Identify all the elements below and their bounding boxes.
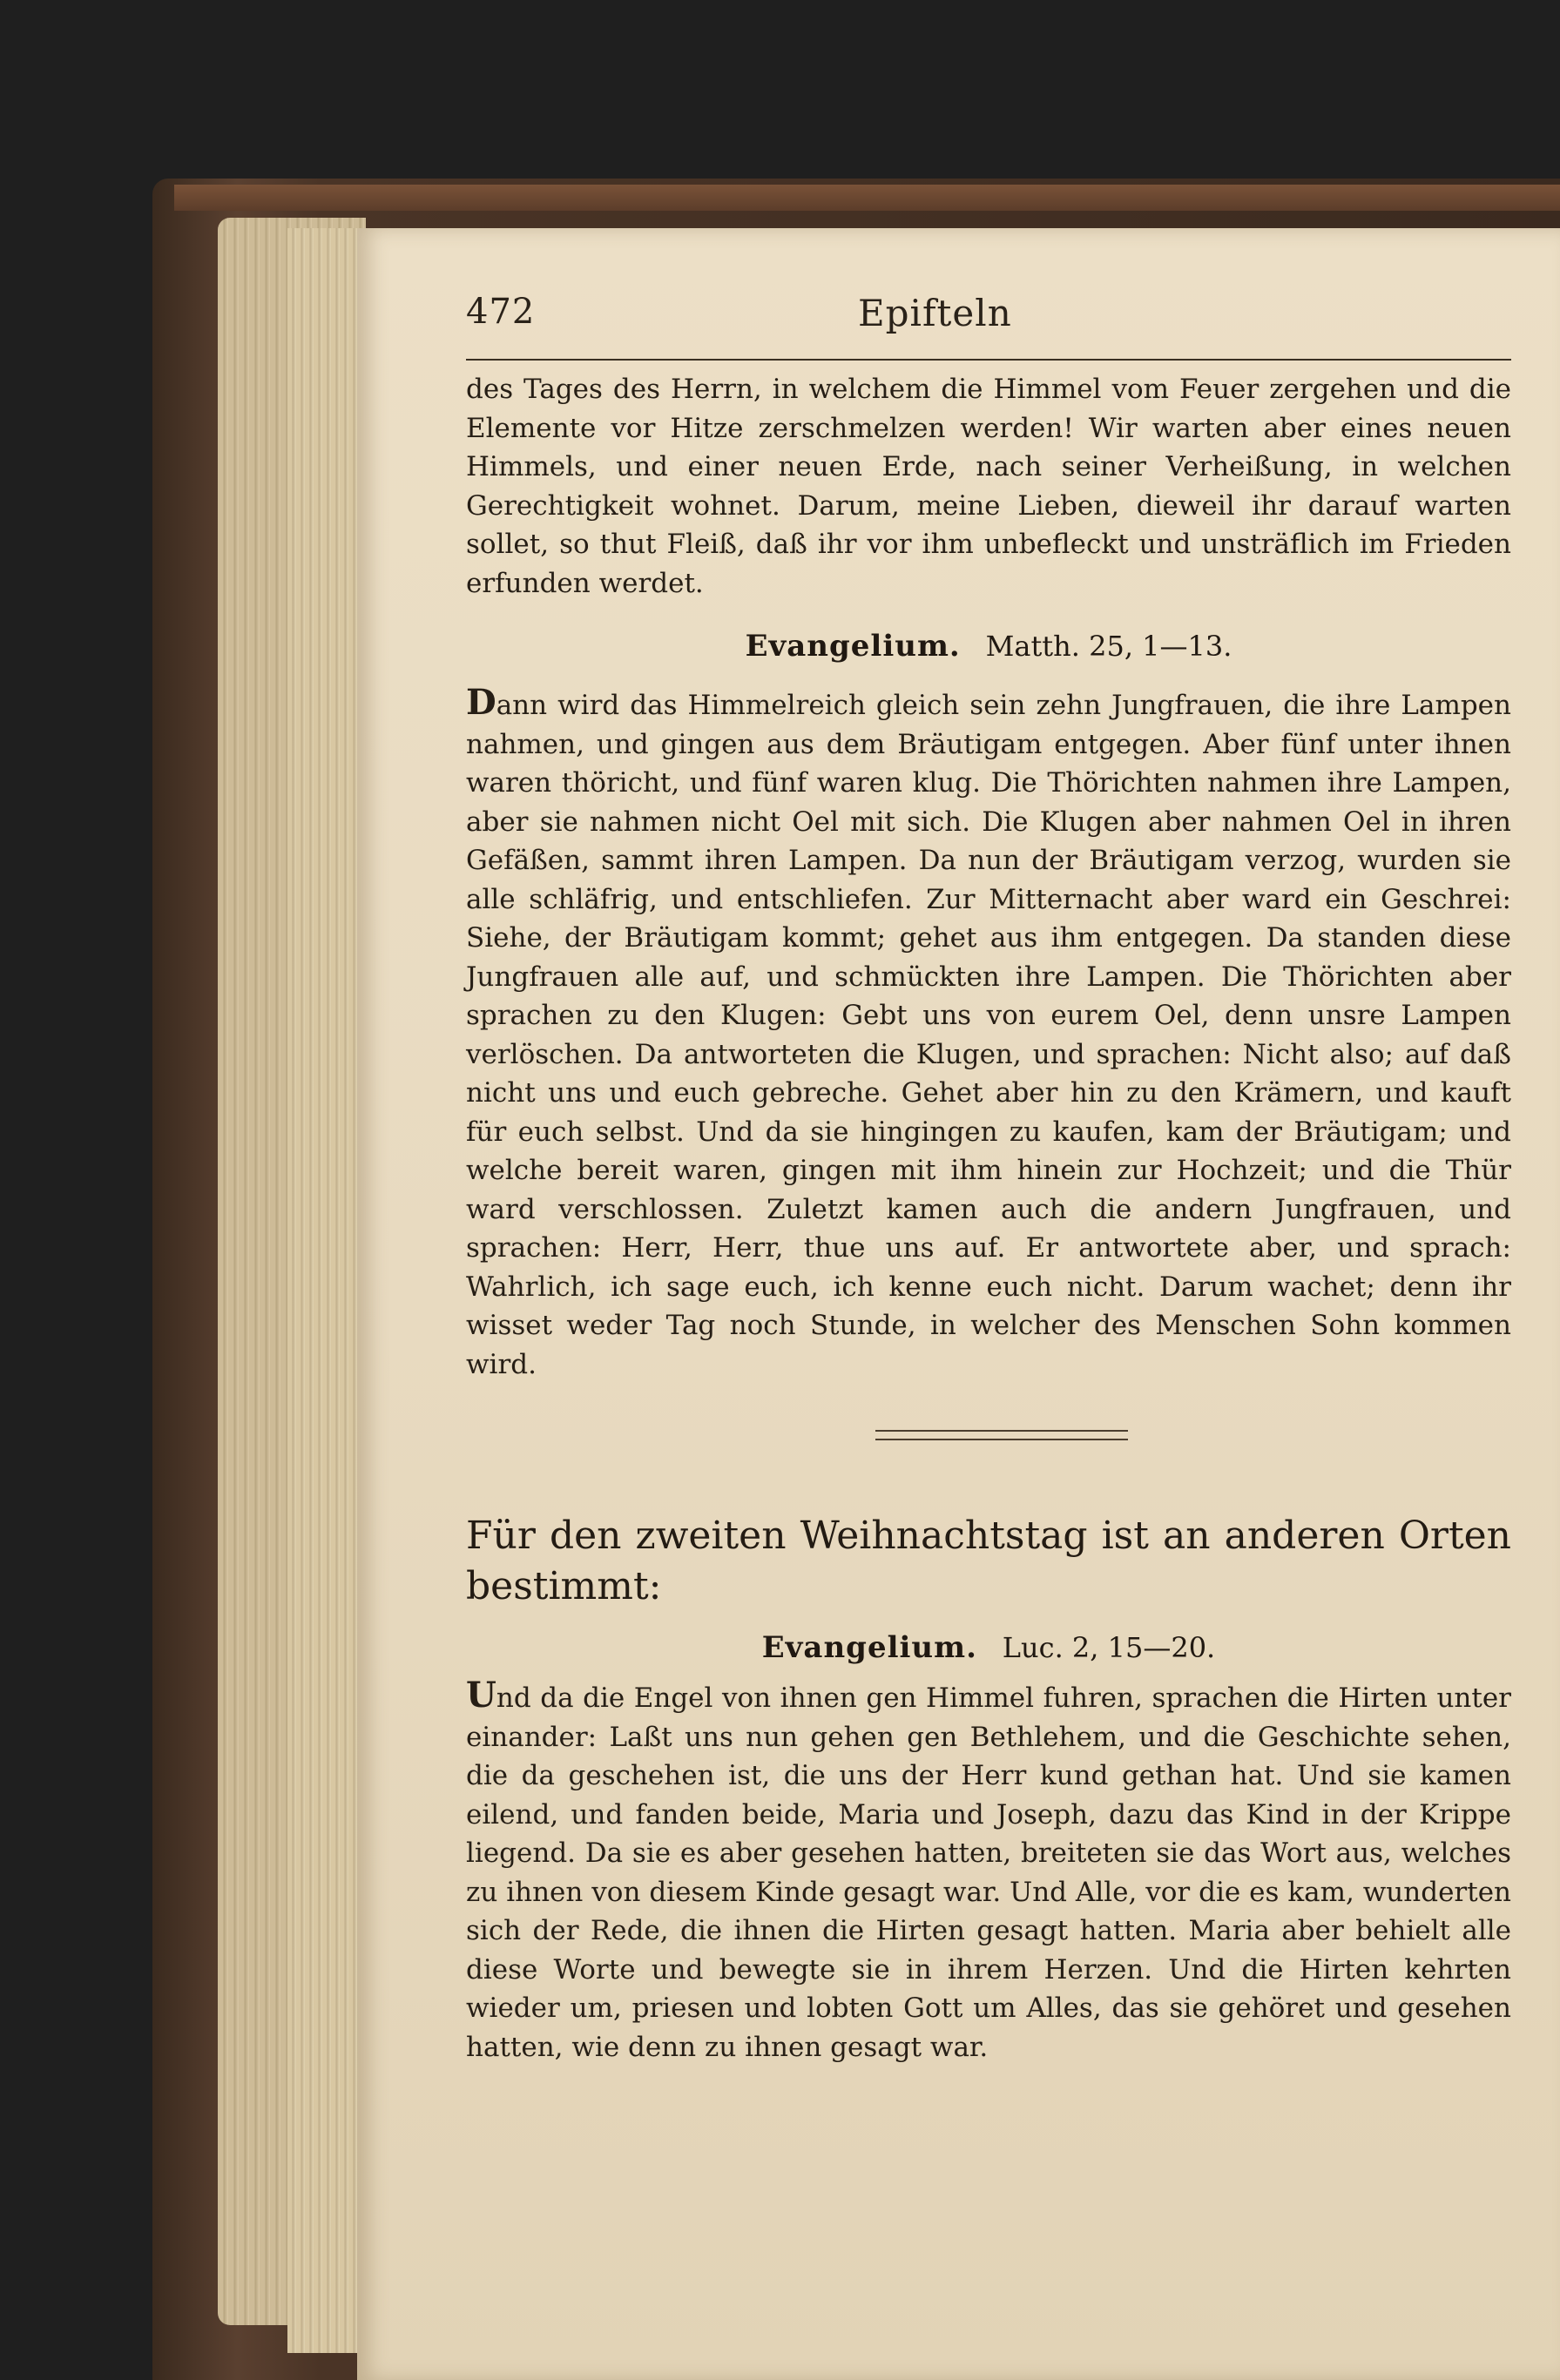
gospel-title-2: Evangelium. [761, 1630, 977, 1665]
section-divider [875, 1430, 1128, 1440]
page-header [466, 292, 1511, 353]
gospel-heading-2 [466, 1630, 1511, 1665]
running-head: Epifteln [858, 292, 1012, 334]
gospel-heading-1 [466, 629, 1511, 664]
gospel-initial-1: D [466, 682, 496, 723]
gospel-body-2 [466, 1676, 1511, 2066]
gospel-initial-2: U [466, 1675, 496, 1716]
gospel-text-2: nd da die Engel von ihnen gen Himmel fuhren, sprachen die Hirten unter einander: Laßt uns nun gehen gen Bethlehem, und die Geschichte sehen, die da geschehen ist, die uns der Herr kund gethan hat. Und sie kamen eilend, und fanden beide, Maria und Joseph, dazu das Kind in der Krippe liegend. Da sie es aber gesehen hatten, breiteten sie das Wort aus, welches zu ihnen von diesem Kinde gesagt war. Und Alle, vor die es kam, wunderten sich der Rede, die ihnen die Hirten gesagt hatten. Maria aber behielt alle diese Worte und bewegte sie in ihrem Herzen. Und die Hirten kehrten wieder um, priesen und lobten Gott um Alles, das sie gehöret und gesehen hatten, wie denn zu ihnen gesagt war. [466, 1682, 1511, 2063]
gospel-reference-2: Luc. 2, 15—20. [1002, 1631, 1216, 1664]
second-christmas-day-heading: Für den zweiten Weihnachtstag ist an anderen Orten bestimmt: [466, 1514, 1511, 1608]
gospel-title-1: Evangelium. [745, 629, 961, 664]
epistle-paragraph: des Tages des Herrn, in welchem die Himmel vom Feuer zergehen und die Elemente vor Hitze zerschmelzen werden! Wir warten aber eines neuen Himmels, und einer neuen Erde, nach seiner Verheißung, in welchen Gerechtigkeit wohnet. Darum, meine Lieben, dieweil ihr darauf warten sollet, so thut Fleiß, daß ihr vor ihm unbefleckt und unsträflich im Frieden erfunden werdet. [466, 374, 1511, 599]
page-number: 472 [466, 292, 536, 332]
gospel-body-1 [466, 684, 1511, 1384]
gospel-paragraph-1 [466, 684, 1511, 1384]
gospel-text-1: ann wird das Himmelreich gleich sein zehn Jungfrauen, die ihre Lampen nahmen, und gingen aus dem Bräutigam entgegen. Aber fünf unter ihnen waren thöricht, und fünf waren klug. Die Thörichten nahmen ihre Lampen, aber sie nahmen nicht Oel mit sich. Die Klugen aber nahmen Oel in ihren Gefäßen, sammt ihren Lampen. Da nun der Bräutigam verzog, wurden sie alle schläfrig, und entschliefen. Zur Mitternacht aber ward ein Geschrei: Siehe, der Bräutigam kommt; gehet aus ihm entgegen. Da standen diese Jungfrauen alle auf, und schmückten ihre Lampen. Die Thörichten aber sprachen zu den Klugen: Gebt uns von eurem Oel, denn unsre Lampen verlöschen. Da antworteten die Klugen, und sprachen: Nicht also; auf daß nicht uns und euch gebreche. Gehet aber hin zu den Krämern, und kauft für euch selbst. Und da sie hingingen zu kaufen, kam der Bräutigam; und welche bereit waren, gingen mit ihm hinein zur Hochzeit; und die Thür ward verschlossen. Zuletzt kamen auch die andern Jungfrauen, und sprachen: Herr, Herr, thue uns auf. Er antwortete aber, und sprach: Wahrlich, ich sage euch, ich kenne euch nicht. Darum wachet; denn ihr wisset weder Tag noch Stunde, in welcher des Menschen Sohn kommen wird. [466, 690, 1511, 1380]
gospel-paragraph-2 [466, 1676, 1511, 2066]
epistle-conclusion [466, 370, 1511, 603]
gospel-reference-1: Matth. 25, 1—13. [985, 630, 1232, 663]
book-cover-top-edge [174, 185, 1560, 211]
header-rule [466, 359, 1511, 361]
